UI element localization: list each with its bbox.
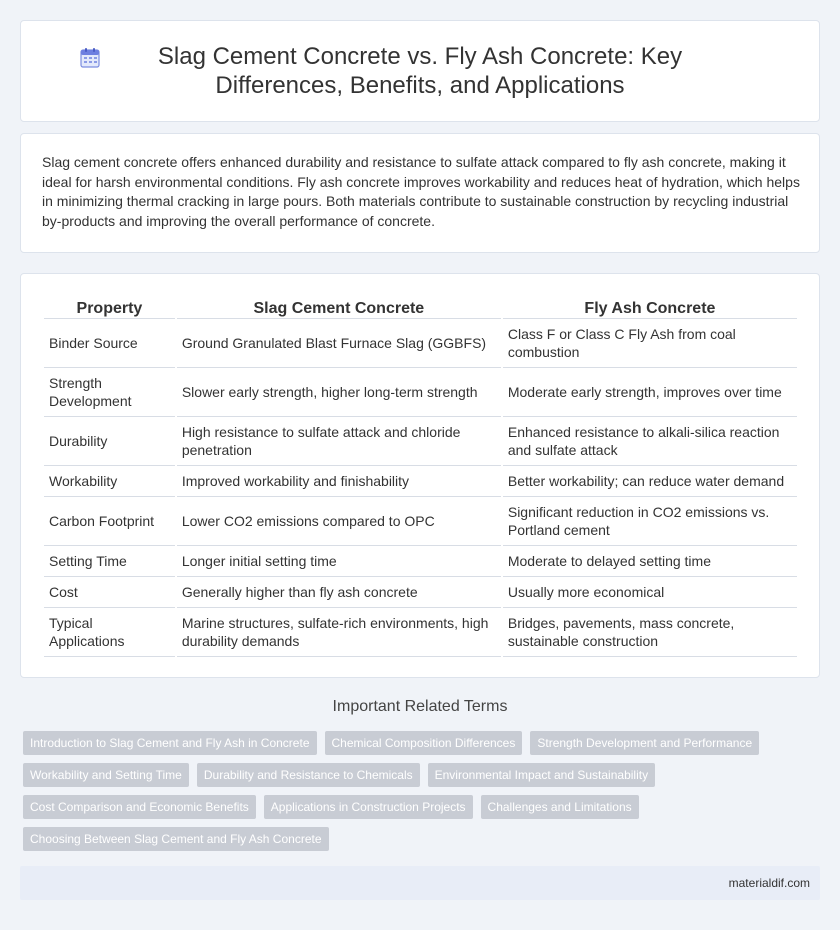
table-row [44,577,797,608]
summary-text: Slag cement concrete offers enhanced durability and resistance to sulfate attack compared to fly ash concrete, making it ideal for harsh environmental conditions. Fly ash concrete improves workability and reduces heat of hydration, which helps in minimizing thermal cracking in large pours. Both materials contribute to sustainable construction by recycling industrial by-products and improving the overall performance of concrete. [42,154,800,229]
related-term-tag[interactable]: Chemical Composition Differences [325,731,523,755]
table-row [44,417,797,466]
cell-slag: Slower early strength, higher long-term strength [177,368,501,417]
cell-flyash: Class F or Class C Fly Ash from coal combustion [503,319,797,368]
header-slag: Slag Cement Concrete [177,295,501,319]
cell-property: Workability [44,466,175,497]
cell-property: Binder Source [44,319,175,368]
cell-property: Strength Development [44,368,175,417]
footer [20,866,820,900]
related-term-tag[interactable]: Challenges and Limitations [481,795,639,819]
table-row [44,497,797,546]
cell-slag: High resistance to sulfate attack and chloride penetration [177,417,501,466]
page-title: Slag Cement Concrete vs. Fly Ash Concrete: Key Differences, Benefits, and Applications [157,43,683,99]
cell-slag: Generally higher than fly ash concrete [177,577,501,608]
cell-flyash: Bridges, pavements, mass concrete, sustainable construction [503,608,797,657]
related-terms-title: Important Related Terms [332,698,508,715]
comparison-card [20,273,820,678]
cell-slag: Ground Granulated Blast Furnace Slag (GGBFS) [177,319,501,368]
cell-property: Typical Applications [44,608,175,657]
table-row [44,466,797,497]
header-card [20,20,820,122]
cell-flyash: Moderate to delayed setting time [503,546,797,577]
cell-flyash: Moderate early strength, improves over time [503,368,797,417]
cell-property: Durability [44,417,175,466]
cell-flyash: Significant reduction in CO2 emissions vs. Portland cement [503,497,797,546]
related-term-tag[interactable]: Cost Comparison and Economic Benefits [23,795,256,819]
cell-property: Carbon Footprint [44,497,175,546]
related-term-tag[interactable]: Durability and Resistance to Chemicals [197,763,420,787]
header-property: Property [44,295,175,319]
table-row [44,546,797,577]
related-term-tag[interactable]: Workability and Setting Time [23,763,189,787]
related-term-tag[interactable]: Environmental Impact and Sustainability [428,763,655,787]
cell-slag: Improved workability and finishability [177,466,501,497]
cell-property: Setting Time [44,546,175,577]
related-term-tag[interactable]: Choosing Between Slag Cement and Fly Ash Concrete [23,827,329,851]
footer-site-link[interactable]: materialdif.com [728,876,810,890]
cell-flyash: Enhanced resistance to alkali-silica reaction and sulfate attack [503,417,797,466]
cell-slag: Marine structures, sulfate-rich environments, high durability demands [177,608,501,657]
table-header-row [44,295,797,319]
table-row [44,319,797,368]
table-row [44,368,797,417]
summary-card [20,133,820,253]
cell-slag: Lower CO2 emissions compared to OPC [177,497,501,546]
cell-flyash: Better workability; can reduce water demand [503,466,797,497]
cell-slag: Longer initial setting time [177,546,501,577]
related-term-tag[interactable]: Strength Development and Performance [530,731,759,755]
header-flyash: Fly Ash Concrete [503,295,797,319]
related-term-tag[interactable]: Applications in Construction Projects [264,795,473,819]
table-row [44,608,797,657]
comparison-table [42,295,799,657]
related-term-tag[interactable]: Introduction to Slag Cement and Fly Ash in Concrete [23,731,317,755]
related-terms-list [23,731,803,851]
cell-property: Cost [44,577,175,608]
cell-flyash: Usually more economical [503,577,797,608]
